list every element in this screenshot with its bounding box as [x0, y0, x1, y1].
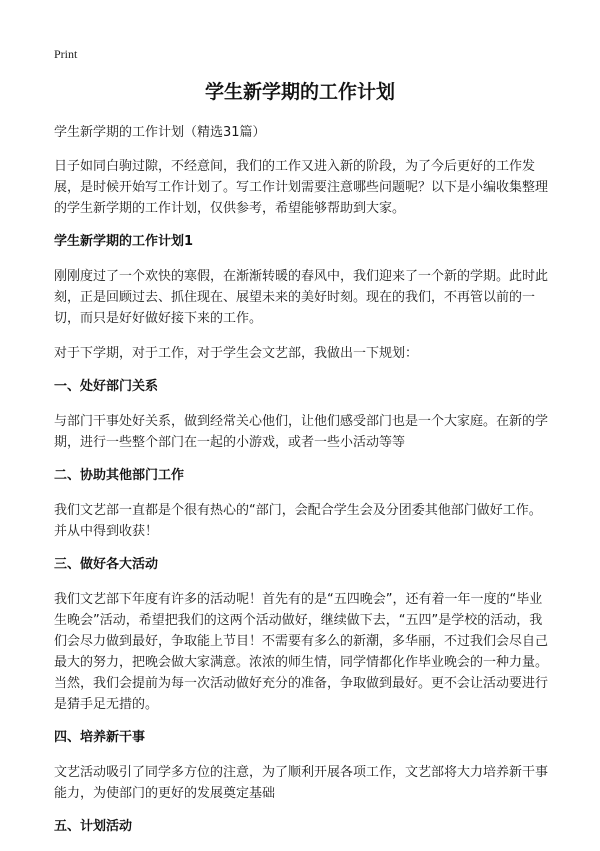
print-label[interactable]: Print: [54, 47, 78, 61]
section-title: 学生新学期的工作计划1: [54, 234, 194, 249]
section-paragraph-2: 对于下学期，对于工作，对于学生会文艺部，我做出一下规划：: [54, 346, 419, 361]
heading-2: 二、协助其他部门工作: [54, 468, 185, 483]
paragraph-4: 文艺活动吸引了同学多方位的注意，为了顺利开展各项工作，文艺部将大力培养新干事能力，为使部门的更好的发展奠定基础: [54, 765, 549, 801]
document-subtitle: 学生新学期的工作计划（精选31篇）: [54, 125, 266, 140]
paragraph-3: 我们文艺部下年度有许多的活动呢！首先有的是“五四晚会”，还有着一年一度的“毕业生晚会”活动，希望把我们的这两个活动做好，继续做下去，“五四”是学校的活动，我们会尽力做到最好，争取能上节目！不需要有多么的新潮，多华丽，不过我们会尽自己最大的努力，把晚会做大家满意。浓浓的师生情，同学情都化作毕业晚会的一种力量。当然，我们会提前为每一次活动做好充分的准备，争取做到最好。更不会让活动要进行是猜手足无措的。: [54, 592, 549, 712]
heading-3: 三、做好各大活动: [54, 557, 159, 572]
paragraph-1: 与部门干事处好关系，做到经常关心他们，让他们感受部门也是一个大家庭。在新的学期，进行一些整个部门在一起的小游戏，或者一些小活动等等: [54, 414, 549, 450]
document-body: [54, 122, 548, 851]
intro-paragraph: 日子如同白驹过隙，不经意间，我们的工作又进入新的阶段，为了今后更好的工作发展，是时候开始写工作计划了。写工作计划需要注意哪些问题呢？以下是小编收集整理的学生新学期的工作计划，仅供参考，希望能够帮助到大家。: [54, 159, 549, 216]
paragraph-2: 我们文艺部一直都是个很有热心的“部门，会配合学生会及分团委其他部门做好工作。并从中得到收获！: [54, 503, 542, 539]
heading-1: 一、处好部门关系: [54, 379, 159, 394]
document-title: 学生新学期的工作计划: [204, 81, 395, 103]
heading-5: 五、计划活动: [54, 819, 133, 834]
heading-4: 四、培养新干事: [54, 730, 146, 745]
section-paragraph-1: 刚刚度过了一个欢快的寒假，在渐渐转暖的春风中，我们迎来了一个新的学期。此时此刻，正是回顾过去、抓住现在、展望未来的美好时刻。现在的我们，不再管以前的一切，而只是好好做好接下来的工作。: [54, 269, 549, 326]
